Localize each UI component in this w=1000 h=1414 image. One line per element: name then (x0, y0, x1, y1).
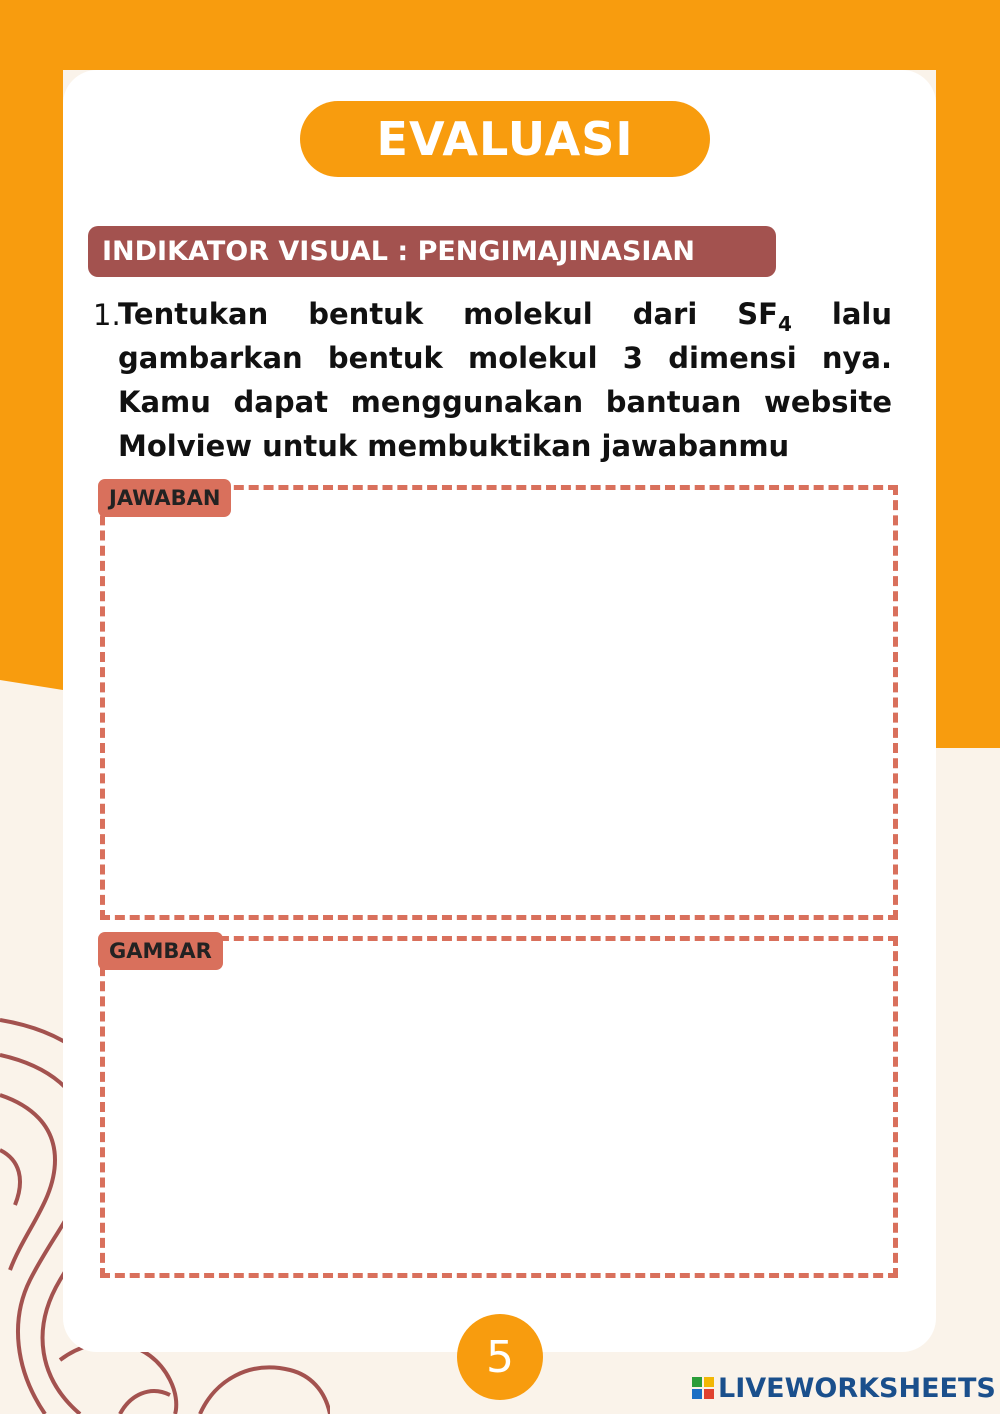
answer-box[interactable] (100, 485, 898, 920)
indicator-badge: INDIKATOR VISUAL : PENGIMAJINASIAN (88, 226, 776, 277)
answer-label: JAWABAN (98, 479, 231, 517)
question-text (118, 292, 892, 468)
brand-logo (692, 1370, 996, 1406)
page-number: 5 (457, 1314, 543, 1400)
drawing-box[interactable] (100, 936, 898, 1278)
page-title: EVALUASI (300, 101, 710, 177)
liveworksheets-icon (692, 1377, 714, 1399)
question-text-part-1: Tentukan bentuk molekul dari SF (118, 297, 778, 331)
question-text-part-2: lalu gambarkan bentuk molekul 3 dimensi nya. Kamu dapat menggunakan bantuan website Molview untuk membuktikan jawabanmu (118, 297, 892, 463)
question-subscript: 4 (777, 311, 792, 336)
brand-text: LIVEWORKSHEETS (718, 1372, 996, 1404)
drawing-label: GAMBAR (98, 932, 223, 970)
question-number: 1. (93, 298, 121, 332)
